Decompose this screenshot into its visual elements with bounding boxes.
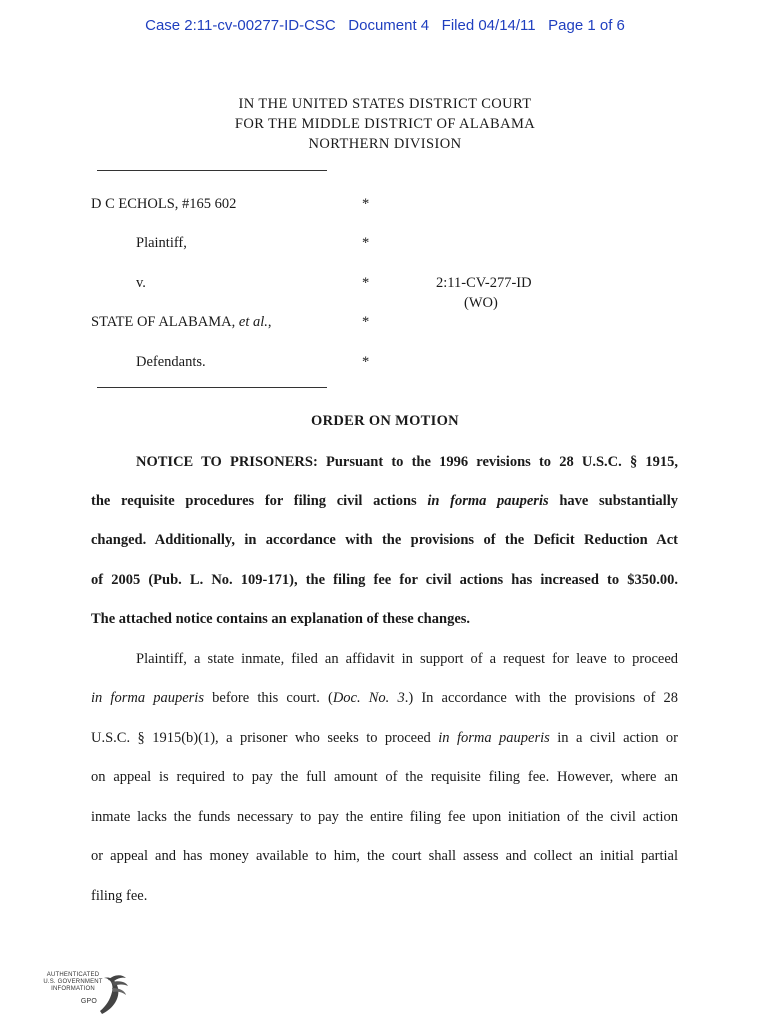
versus-label: v. <box>136 275 146 291</box>
body-line-3-end: in a civil action or <box>549 730 679 746</box>
body-line-6: or appeal and has money available to him, the court shall assess and collect an initial partial <box>91 848 678 864</box>
plaintiff-name: D C ECHOLS, #165 602 <box>91 196 237 212</box>
defendant-name-text: STATE OF ALABAMA, <box>91 314 236 330</box>
body-line-3 <box>91 730 678 747</box>
caption-rule-bottom <box>97 387 327 388</box>
court-division: NORTHERN DIVISION <box>308 136 462 152</box>
caption-rule-top <box>97 170 327 171</box>
court-name-line-1: IN THE UNITED STATES DISTRICT COURT <box>238 96 532 112</box>
caption-star-4: * <box>362 314 370 330</box>
seal-line-4: GPO <box>80 998 98 1005</box>
page-count-label: Page 1 of 6 <box>548 17 625 34</box>
body-line-7: filing fee. <box>91 888 148 904</box>
caption-star-1: * <box>362 196 370 212</box>
civil-action-suffix: (WO) <box>464 295 498 311</box>
doc-reference: Doc. No. 3 <box>332 690 405 706</box>
civil-action-number: 2:11-CV-277-ID <box>436 275 532 291</box>
body-ifp-term-1: in forma pauperis <box>91 690 204 706</box>
plaintiff-role: Plaintiff, <box>136 235 187 251</box>
order-title: ORDER ON MOTION <box>311 413 459 429</box>
notice-line-2-end: have substantially <box>548 493 678 509</box>
notice-line-1: NOTICE TO PRISONERS: Pursuant to the 1996 revisions to 28 U.S.C. § 1915, <box>136 454 678 470</box>
defendant-et-al: et al. <box>238 314 268 330</box>
court-name-line-2: FOR THE MIDDLE DISTRICT OF ALABAMA <box>234 116 536 132</box>
document-number-label: Document 4 <box>348 17 430 34</box>
case-header-stamp <box>0 17 770 34</box>
body-line-1: Plaintiff, a state inmate, filed an affidavit in support of a request for leave to proceed <box>136 651 678 667</box>
caption-star-5: * <box>362 354 370 370</box>
notice-line-3: changed. Additionally, in accordance with the provisions of the Deficit Reduction Act <box>91 532 678 548</box>
body-line-4: on appeal is required to pay the full amount of the requisite filing fee. However, where an <box>91 769 678 785</box>
notice-line-2 <box>91 493 678 510</box>
body-line-2 <box>91 690 678 707</box>
notice-line-2-start: the requisite procedures for filing civil actions <box>91 493 428 509</box>
body-line-2-end: .) In accordance with the provisions of 28 <box>404 690 679 706</box>
case-number-label: Case 2:11-cv-00277-ID-CSC <box>145 17 336 34</box>
seal-line-3: INFORMATION <box>51 986 95 992</box>
filed-date-label: Filed 04/14/11 <box>441 17 536 34</box>
defendant-name-comma: , <box>267 314 272 330</box>
body-line-5: inmate lacks the funds necessary to pay the entire filing fee upon initiation of the civil action <box>91 809 678 825</box>
defendant-name <box>91 314 272 331</box>
body-line-2-mid: before this court. ( <box>203 690 333 706</box>
notice-line-4: of 2005 (Pub. L. No. 109-171), the filing fee for civil actions has increased to $350.00. <box>91 572 678 588</box>
seal-line-1: AUTHENTICATED <box>46 972 100 978</box>
seal-line-2: U.S. GOVERNMENT <box>43 979 103 985</box>
caption-star-2: * <box>362 235 370 251</box>
gpo-authentication-seal <box>40 968 132 1018</box>
caption-star-3: * <box>362 275 370 291</box>
notice-line-5: The attached notice contains an explanation of these changes. <box>91 611 471 627</box>
notice-ifp-term: in forma pauperis <box>427 493 549 509</box>
defendant-role: Defendants. <box>136 354 206 370</box>
body-ifp-term-2: in forma pauperis <box>438 730 550 746</box>
body-line-3-start: U.S.C. § 1915(b)(1), a prisoner who seeks to proceed <box>91 730 439 746</box>
